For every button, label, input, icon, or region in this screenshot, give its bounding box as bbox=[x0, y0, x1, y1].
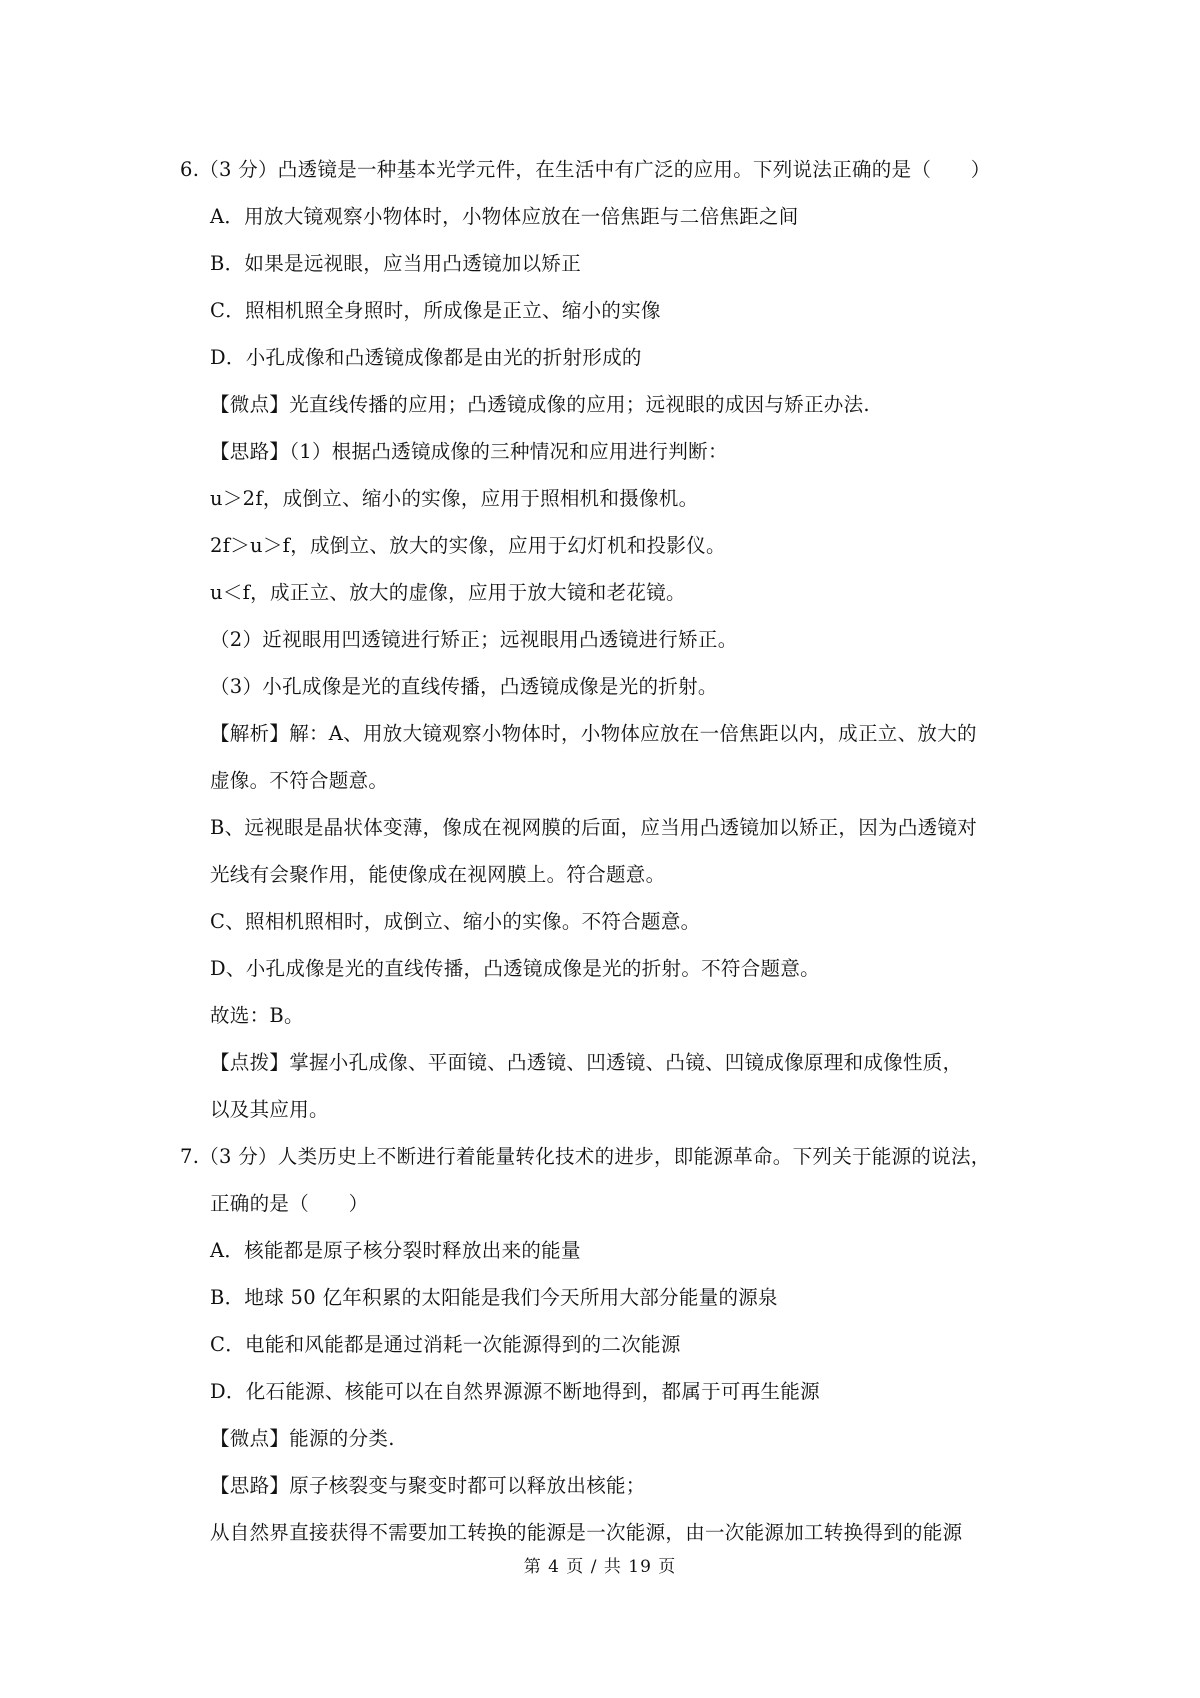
q6-silu-line: 2f＞u＞f，成倒立、放大的实像，应用于幻灯机和投影仪。 bbox=[210, 534, 726, 557]
q6-option-c: C．照相机照全身照时，所成像是正立、缩小的实像 bbox=[210, 299, 661, 322]
q6-stem: 6.（3 分）凸透镜是一种基本光学元件，在生活中有广泛的应用。下列说法正确的是（ ） bbox=[180, 158, 991, 181]
q6-silu-line: 【思路】（1）根据凸透镜成像的三种情况和应用进行判断： bbox=[210, 440, 728, 463]
q7-option-c: C．电能和风能都是通过消耗一次能源得到的二次能源 bbox=[210, 1333, 681, 1356]
q7-weidian: 【微点】能源的分类. bbox=[210, 1427, 395, 1450]
q6-silu-line: （2）近视眼用凹透镜进行矫正；远视眼用凸透镜进行矫正。 bbox=[210, 628, 738, 651]
q7-stem-line: 正确的是（ ） bbox=[210, 1192, 369, 1215]
q7-option-d: D．化石能源、核能可以在自然界源源不断地得到，都属于可再生能源 bbox=[210, 1380, 820, 1403]
q6-option-d: D．小孔成像和凸透镜成像都是由光的折射形成的 bbox=[210, 346, 642, 369]
q6-weidian: 【微点】光直线传播的应用；凸透镜成像的应用；远视眼的成因与矫正办法. bbox=[210, 393, 870, 416]
q6-silu-line: u＞2f，成倒立、缩小的实像，应用于照相机和摄像机。 bbox=[210, 487, 699, 510]
q6-option-b: B．如果是远视眼，应当用凸透镜加以矫正 bbox=[210, 252, 582, 275]
q6-jiexi-line: D、小孔成像是光的直线传播，凸透镜成像是光的折射。不符合题意。 bbox=[210, 957, 820, 980]
q6-dianbo-line: 以及其应用。 bbox=[210, 1098, 329, 1121]
q6-jiexi-line: 光线有会聚作用，能使像成在视网膜上。符合题意。 bbox=[210, 863, 666, 886]
q6-jiexi-line: B、远视眼是晶状体变薄，像成在视网膜的后面，应当用凸透镜加以矫正，因为凸透镜对 bbox=[210, 816, 978, 839]
q6-silu-line: u＜f，成正立、放大的虚像，应用于放大镜和老花镜。 bbox=[210, 581, 686, 604]
q6-answer: 故选：B。 bbox=[210, 1004, 304, 1027]
q7-stem-line: 7.（3 分）人类历史上不断进行着能量转化技术的进步，即能源革命。下列关于能源的说法， bbox=[180, 1145, 991, 1168]
q7-silu-line: 从自然界直接获得不需要加工转换的能源是一次能源，由一次能源加工转换得到的能源 bbox=[210, 1521, 963, 1544]
q6-silu-line: （3）小孔成像是光的直线传播，凸透镜成像是光的折射。 bbox=[210, 675, 718, 698]
q7-option-b: B．地球 50 亿年积累的太阳能是我们今天所用大部分能量的源泉 bbox=[210, 1286, 778, 1309]
q6-option-a: A．用放大镜观察小物体时，小物体应放在一倍焦距与二倍焦距之间 bbox=[210, 205, 799, 228]
q7-option-a: A．核能都是原子核分裂时释放出来的能量 bbox=[210, 1239, 581, 1262]
page-footer: 第 4 页 / 共 19 页 bbox=[523, 1557, 677, 1577]
q7-silu-line: 【思路】原子核裂变与聚变时都可以释放出核能； bbox=[210, 1474, 646, 1497]
q6-jiexi-line: 虚像。不符合题意。 bbox=[210, 769, 389, 792]
q6-dianbo-line: 【点拨】掌握小孔成像、平面镜、凸透镜、凹透镜、凸镜、凹镜成像原理和成像性质， bbox=[210, 1051, 963, 1074]
q6-jiexi-line: 【解析】解：A、用放大镜观察小物体时，小物体应放在一倍焦距以内，成正立、放大的 bbox=[210, 722, 977, 745]
q6-jiexi-line: C、照相机照相时，成倒立、缩小的实像。不符合题意。 bbox=[210, 910, 701, 933]
